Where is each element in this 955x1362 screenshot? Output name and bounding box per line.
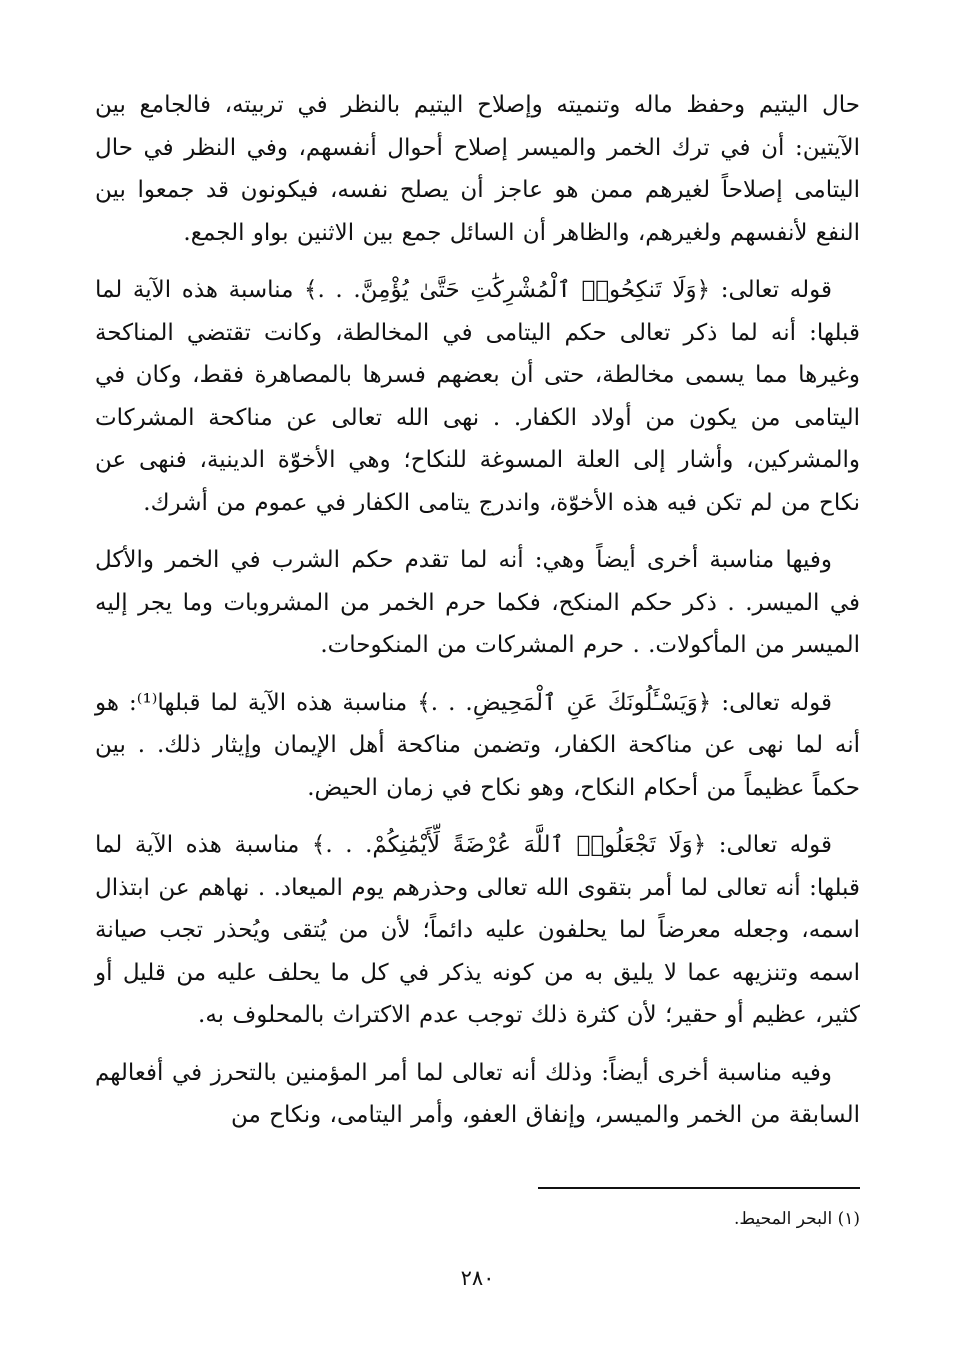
footnote: (١) البحر المحيط. (734, 1209, 860, 1229)
paragraph-2: قوله تعالى: ﴿وَلَا تَنكِحُوا۟ ٱلْمُشْرِكَٰتِ حَتَّىٰ يُؤْمِنَّ. . .﴾ مناسبة هذه الآية لما قبلها: أنه لما ذكر تعالى حكم اليتامى في المخالطة، وكانت تقتضي المناكحة وغيرها مما يسمى مخالطة، حتى أن بعضهم فسرها بالمصاهرة فقط، وكان في اليتامى من يكون من أولاد الكفار. . نهى الله تعالى عن مناكحة المشركات والمشركين، وأشار إلى العلة المسوغة للنكاح؛ وهي الأخوّة الدينية، فنهى عن نكاح من لم تكن فيه هذه الأخوّة، واندرج يتامى الكفار في عموم من أشرك. (95, 277, 860, 516)
paragraph-3: وفيها مناسبة أخرى أيضاً وهي: أنه لما تقدم حكم الشرب في الخمر والأكل في الميسر. . ذكر حكم المنكح، فكما حرم الخمر من المشروبات وما يجر إليه الميسر من المأكولات. . حرم المشركات من المنكوحات. (95, 547, 860, 658)
page-number: ٢٨٠ (460, 1266, 495, 1290)
page-body (95, 84, 860, 1152)
paragraph-5: قوله تعالى: ﴿وَلَا تَجْعَلُوا۟ ٱللَّهَ عُرْضَةً لِّأَيْمَٰنِكُمْ. . .﴾ مناسبة هذه الآية لما قبلها: أنه تعالى لما أمر بتقوى الله تعالى وحذرهم يوم الميعاد. . نهاهم عن ابتذال اسمه، وجعله معرضاً لما يحلفون عليه دائماً؛ لأن من يُتقى ويُحذر تجب صيانة اسمه وتنزيهه عما لا يليق به من كونه يذكر في كل ما يحلف عليه من قليل أو كثير، عظيم أو حقير؛ لأن كثرة ذلك توجب عدم الاكتراث بالمحلوف به. (95, 832, 860, 1028)
paragraph-6: وفيه مناسبة أخرى أيضاً: وذلك أنه تعالى لما أمر المؤمنين بالتحرز في أفعالهم السابقة من الخمر والميسر، وإنفاق العفو، وأمر اليتامى، ونكاح من (95, 1059, 860, 1128)
paragraph-4: قوله تعالى: ﴿وَيَسْـَٔلُونَكَ عَنِ ٱلْمَحِيضِ. . .﴾ مناسبة هذه الآية لما قبلها⁽¹⁾: هو أنه لما نهى عن مناكحة الكفار، وتضمن مناكحة أهل الإيمان وإيثار ذلك. . بين حكماً عظيماً من أحكام النكاح، وهو نكاح في زمان الحيض. (95, 689, 860, 801)
footnote-divider (538, 1187, 860, 1189)
paragraph-1: حال اليتيم وحفظ ماله وتنميته وإصلاح اليتيم بالنظر في تربيته، فالجامع بين الآيتين: أن في ترك الخمر والميسر إصلاح أحوال أنفسهم، وفي النظر في حال اليتامى إصلاحاً لغيرهم ممن هو عاجز أن يصلح نفسه، فيكونون قد جمعوا بين النفع لأنفسهم ولغيرهم، والظاهر أن السائل جمع بين الاثنين بواو الجمع. (95, 92, 860, 246)
